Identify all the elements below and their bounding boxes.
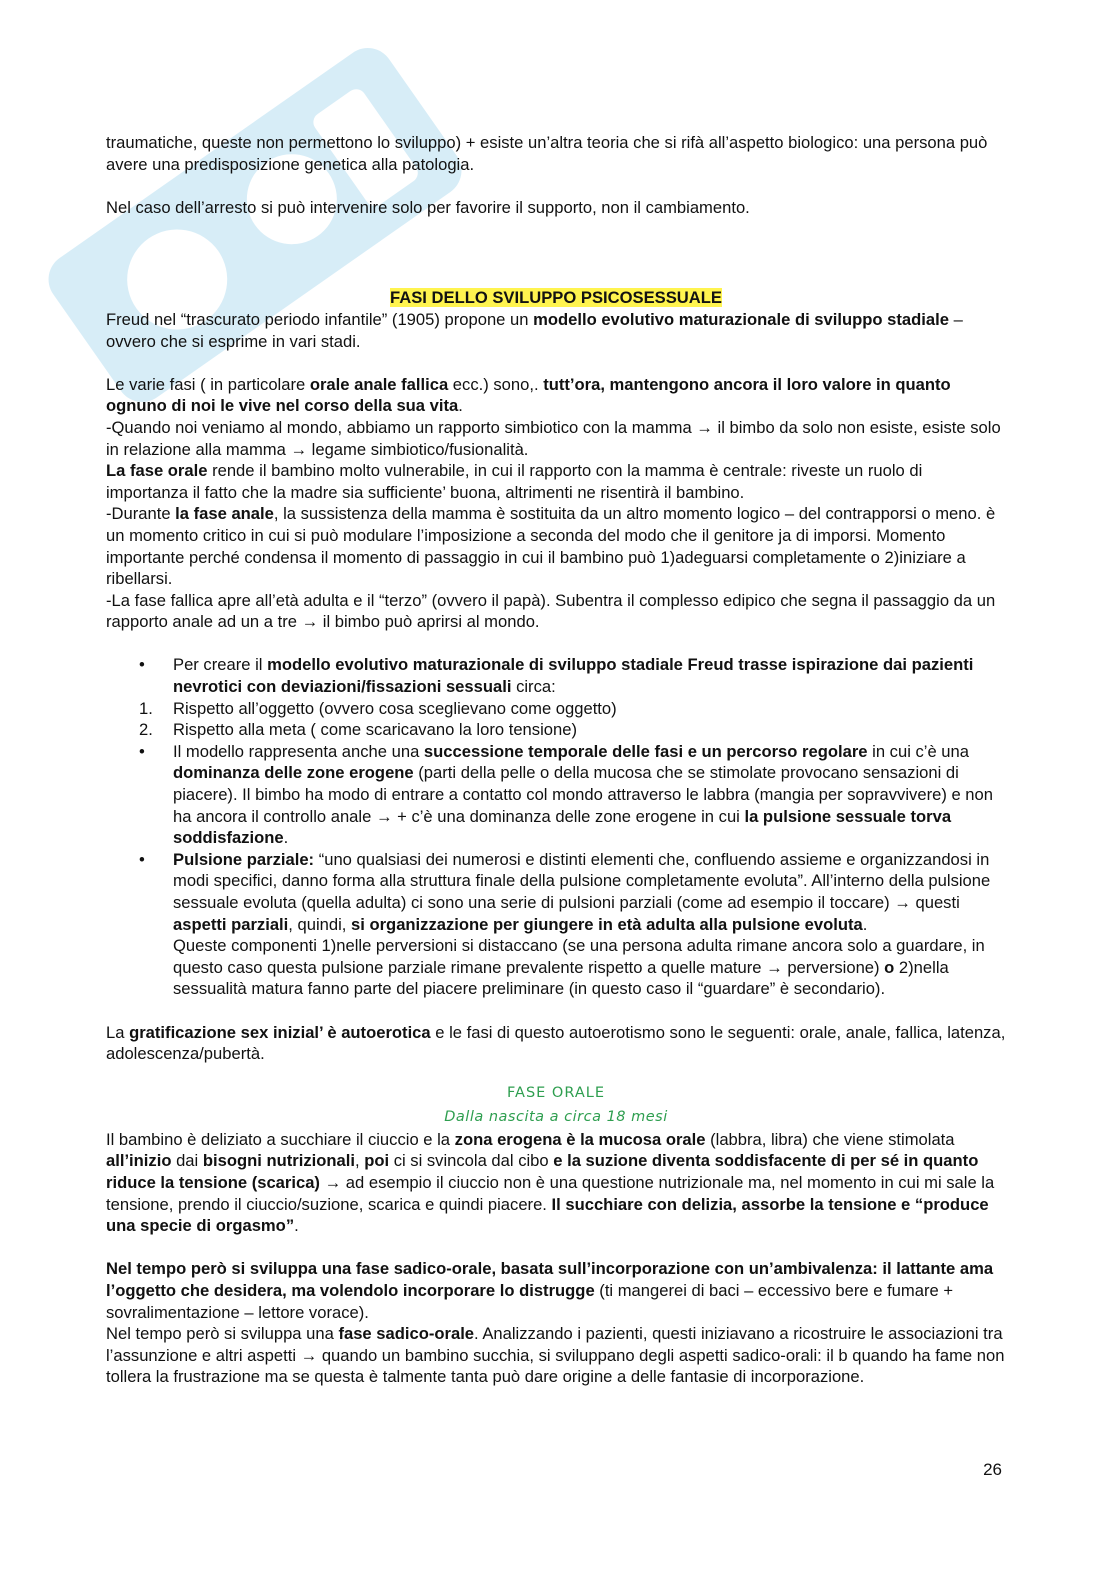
document-page: [106, 132, 1006, 1388]
paragraph: La fase orale rende il bambino molto vulnerabile, in cui il rapporto con la mamma è centrale: riveste un ruolo di importanza il fatto che la madre sia sufficiente’ buona, altrimenti ne risentirà il bambino.: [106, 461, 923, 502]
paragraph: -La fase fallica apre all’età adulta e il “terzo” (ovvero il papà). Subentra il complesso edipico che segna il passaggio da un rapporto anale ad un a tre → il bimbo può aprirsi al mondo.: [106, 590, 996, 632]
paragraph: La gratificazione sex inizial’ è autoerotica e le fasi di questo autoerotismo sono le seguenti: orale, anale, fallica, latenza, adolescenza/pubertà.: [106, 1022, 1006, 1064]
paragraph: Le varie fasi ( in particolare orale anale fallica ecc.) sono,. tutt’ora, mantengono ancora il loro valore in quanto ognuno di noi le vive nel corso della sua vita.: [106, 374, 951, 416]
list-item: • Per creare il modello evolutivo maturazionale di sviluppo stadiale Freud trasse ispirazione dai pazienti nevrotici con deviazioni/fissazioni sessuali circa:: [139, 655, 974, 697]
paragraph: -Durante la fase anale, la sussistenza della mamma è sostituita da un altro momento logico – del contrapporsi o meno. è un momento critico in cui si può modulare l’imposizione a seconda del modo che il genitore ja di imporsi. Momento importante perché condensa il momento di passaggio in cui il bambino può 1)adeguarsi completamente o 2)iniziare a ribellarsi.: [106, 504, 996, 589]
handwritten-subheading: Dalla nascita a circa 18 mesi: [444, 1108, 668, 1125]
paragraph: Nel caso dell’arresto si può intervenire solo per favorire il supporto, non il cambiamento.: [106, 197, 750, 217]
bullet-list: [106, 654, 1006, 1000]
list-item: • Pulsione parziale: “uno qualsiasi dei numerosi e distinti elementi che, confluendo assieme e organizzandosi in modi specifici, danno forma alla struttura finale della pulsione completamente evoluta”. All’interno della pulsione sessuale evoluta (quella adulta) ci sono una serie di pulsioni parziali (come ad esempio il toccare) → questi aspetti parziali, quindi, si organizzazione per giungere in età adulta alla pulsione evoluta. Queste componenti 1)nelle perversioni si distaccano (se una persona adulta rimane ancora solo a guardare, in questo caso questa pulsione parziale rimane prevalente rispetto a quelle mature → perversione) o 2)nella sessualità matura fanno parte del piacere preliminare (in questo caso il “guardare” è secondario).: [106, 849, 1006, 1000]
list-item: 1. Rispetto all’oggetto (ovvero cosa sceglievano come oggetto): [139, 698, 617, 718]
paragraph: Nel tempo però si sviluppa una fase sadico-orale, basata sull’incorporazione con un’ambivalenza: il lattante ama l’oggetto che desidera, ma volendolo incorporare lo distrugge (ti mangerei di baci – eccessivo bere e fumare + sovralimentazione – lettore vorace).: [106, 1259, 994, 1322]
handwritten-heading: FASE ORALE: [507, 1084, 605, 1101]
paragraph: Il bambino è deliziato a succhiare il ciuccio e la zona erogena è la mucosa orale (labbra, libra) che viene stimolata all’inizio dai bisogni nutrizionali, poi ci si svincola dal cibo e la suzione diventa soddisfacente di per sé in quanto riduce la tensione (scarica) → ad esempio il ciuccio non è una questione nutrizionale ma, nel momento in cui mi sale la tensione, prendo il ciuccio/suzione, scarica e quindi piacere. Il succhiare con delizia, assorbe la tensione e “produce una specie di orgasmo”.: [106, 1129, 995, 1236]
bullet-marker: •: [139, 849, 145, 869]
page-number: 26: [983, 1460, 1002, 1479]
paragraph: traumatiche, queste non permettono lo sviluppo) + esiste un’altra teoria che si rifà all’aspetto biologico: una persona può avere una predisposizione genetica alla patologia.: [106, 133, 988, 174]
bullet-marker: •: [139, 741, 145, 761]
paragraph: Nel tempo però si sviluppa una fase sadico-orale. Analizzando i pazienti, questi iniziavano a ricostruire le associazioni tra l’assunzione e altri aspetti → quando un bambino succhia, si sviluppano degli aspetti sadico-orali: il b quando ha fame non tollera la frustrazione ma se questa è talmente tanta può dare origine a delle fantasie di incorporazione.: [106, 1324, 1005, 1387]
list-item-continuation: Queste componenti 1)nelle perversioni si distaccano (se una persona adulta rimane ancora solo a guardare, in questo caso questa pulsione parziale rimane prevalente rispetto a quelle mature → perversione) o 2)nella sessualità matura fanno parte del piacere preliminare (in questo caso il “guardare” è secondario).: [173, 936, 985, 999]
number-marker: 2.: [139, 720, 153, 740]
list-item: 2. Rispetto alla meta ( come scaricavano la loro tensione): [139, 720, 577, 740]
bullet-marker: •: [139, 655, 145, 675]
paragraph: Freud nel “trascurato periodo infantile” (1905) propone un modello evolutivo maturazionale di sviluppo stadiale – ovvero che si esprime in vari stadi.: [106, 309, 963, 351]
paragraph: -Quando noi veniamo al mondo, abbiamo un rapporto simbiotico con la mamma → il bimbo da solo non esiste, esiste solo in relazione alla mamma → legame simbiotico/fusionalità.: [106, 417, 1001, 459]
section-heading: [106, 287, 1006, 309]
list-item: • Il modello rappresenta anche una successione temporale delle fasi e un percorso regolare in cui c’è una dominanza delle zone erogene (parti della pelle o della mucosa che se stimolate provocano sensazioni di piacere). Il bimbo ha modo di entrare a contatto col mondo attraverso le labbra (mangia per sopravvivere) e non ha ancora il controllo anale → + c’è una dominanza delle zone erogene in cui la pulsione sessuale torva soddisfazione.: [139, 741, 993, 848]
highlighted-heading: FASI DELLO SVILUPPO PSICOSESSUALE: [390, 288, 722, 308]
number-marker: 1.: [139, 698, 153, 718]
